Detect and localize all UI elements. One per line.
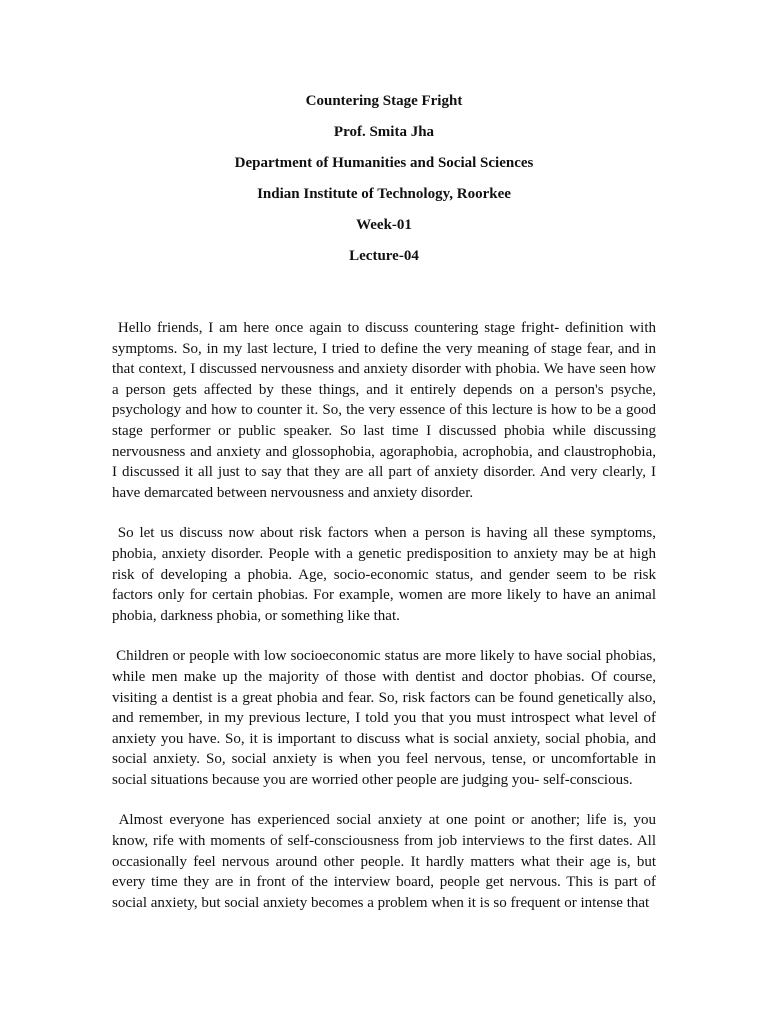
body-paragraph: Children or people with low socioeconomic status are more likely to have social phobias, while men make up the majority of those with dentist and doctor phobias. Of course, visiting a dentist is a great phobia and fear. So, risk factors can be found genetically also, and remember, in my previous lecture, I told you that you must introspect what level of anxiety you have. So, it is important to discuss what is social anxiety, social phobia, and social anxiety. So, social anxiety is when you feel nervous, tense, or uncomfortable in social situations because you are worried other people are judging you- self-conscious. xyxy=(112,648,656,788)
body-paragraph: Hello friends, I am here once again to discuss countering stage fright- definition with symptoms. So, in my last lecture, I tried to define the very meaning of stage fear, and in that context, I discussed nervousness and anxiety disorder with phobia. We have seen how a person gets affected by these things, and it entirely depends on a person's psyche, psychology and how to counter it. So, the very essence of this lecture is how to be a good stage performer or public speaker. So last time I discussed phobia while discussing nervousness and anxiety and glossophobia, agoraphobia, acrophobia, and claustrophobia, I discussed it all just to say that they are all part of anxiety disorder. And very clearly, I have demarcated between nervousness and anxiety disorder. xyxy=(112,320,656,501)
lecture-body xyxy=(112,318,656,933)
department-name: Department of Humanities and Social Sciences xyxy=(234,155,534,171)
institute-name: Indian Institute of Technology, Roorkee xyxy=(257,186,511,202)
author-name: Prof. Smita Jha xyxy=(333,124,435,140)
body-paragraph: So let us discuss now about risk factors when a person is having all these symptoms, phobia, anxiety disorder. People with a genetic predisposition to anxiety may be at high risk of developing a phobia. Age, socio-economic status, and gender seem to be risk factors only for certain phobias. For example, women are more likely to have an animal phobia, darkness phobia, or something like that. xyxy=(112,525,656,624)
lecture-number: Lecture-04 xyxy=(349,248,419,264)
week-label: Week-01 xyxy=(356,217,412,233)
lecture-header xyxy=(0,92,768,278)
body-paragraph: Almost everyone has experienced social anxiety at one point or another; life is, you know, rife with moments of self-consciousness from job interviews to the first dates. All occasionally feel nervous around other people. It hardly matters what their age is, but every time they are in front of the interview board, people get nervous. This is part of social anxiety, but social anxiety becomes a problem when it is so frequent or intense that xyxy=(112,812,656,911)
lecture-title: Countering Stage Fright xyxy=(305,93,463,109)
